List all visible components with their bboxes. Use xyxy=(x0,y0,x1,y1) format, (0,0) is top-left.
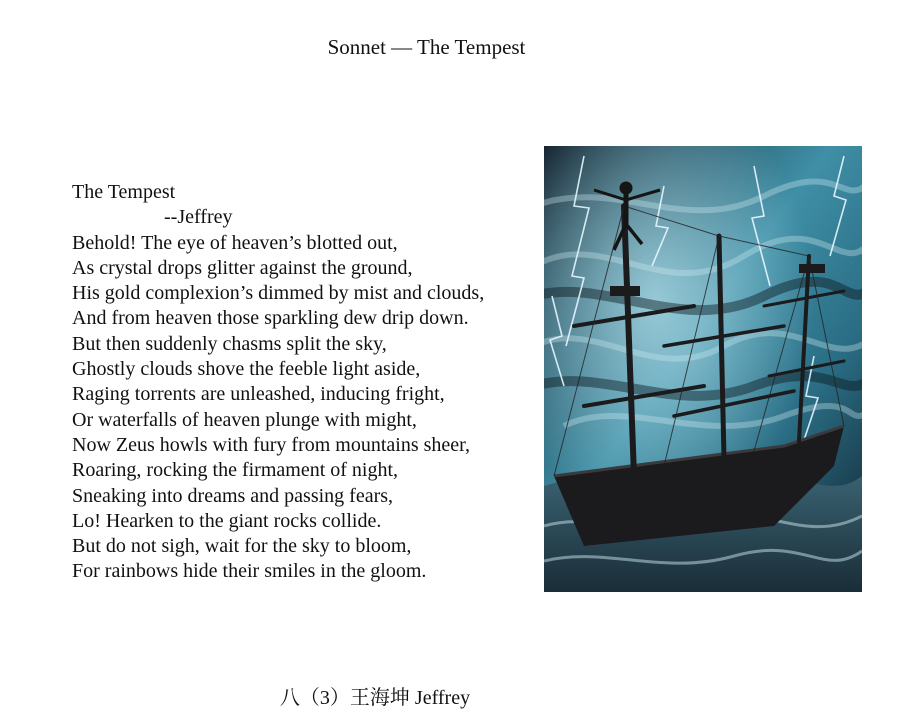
poem-line: His gold complexion’s dimmed by mist and clouds, xyxy=(72,282,485,305)
crows-nest xyxy=(610,286,640,296)
poem-title: The Tempest xyxy=(72,181,176,203)
page-title: Sonnet — The Tempest xyxy=(327,35,526,59)
footer-credit: 八（3）王海坤 Jeffrey xyxy=(279,687,471,709)
poem-line: Now Zeus howls with fury from mountains sheer, xyxy=(72,433,471,456)
poem-line: For rainbows hide their smiles in the gloom. xyxy=(72,560,427,583)
poem-line: Sneaking into dreams and passing fears, xyxy=(72,484,394,507)
poem-line: And from heaven those sparkling dew drip down. xyxy=(72,307,469,330)
crows-nest-aft xyxy=(799,264,825,273)
poem-line: Behold! The eye of heaven’s blotted out, xyxy=(72,231,398,254)
poem-line: Lo! Hearken to the giant rocks collide. xyxy=(72,509,382,532)
poem-line: Roaring, rocking the firmament of night, xyxy=(72,459,399,482)
poem-line: But do not sigh, wait for the sky to bloom, xyxy=(72,535,412,558)
poem-author: --Jeffrey xyxy=(164,206,233,229)
poem-line: Or waterfalls of heaven plunge with might, xyxy=(72,408,417,431)
poem-line: Ghostly clouds shove the feeble light aside, xyxy=(72,358,421,381)
poem-block xyxy=(72,180,532,585)
poem-line: Raging torrents are unleashed, inducing fright, xyxy=(72,383,445,406)
poem-line: As crystal drops glitter against the ground, xyxy=(72,256,413,279)
storm-ship-illustration xyxy=(544,146,862,592)
poem-line: But then suddenly chasms split the sky, xyxy=(72,332,387,355)
